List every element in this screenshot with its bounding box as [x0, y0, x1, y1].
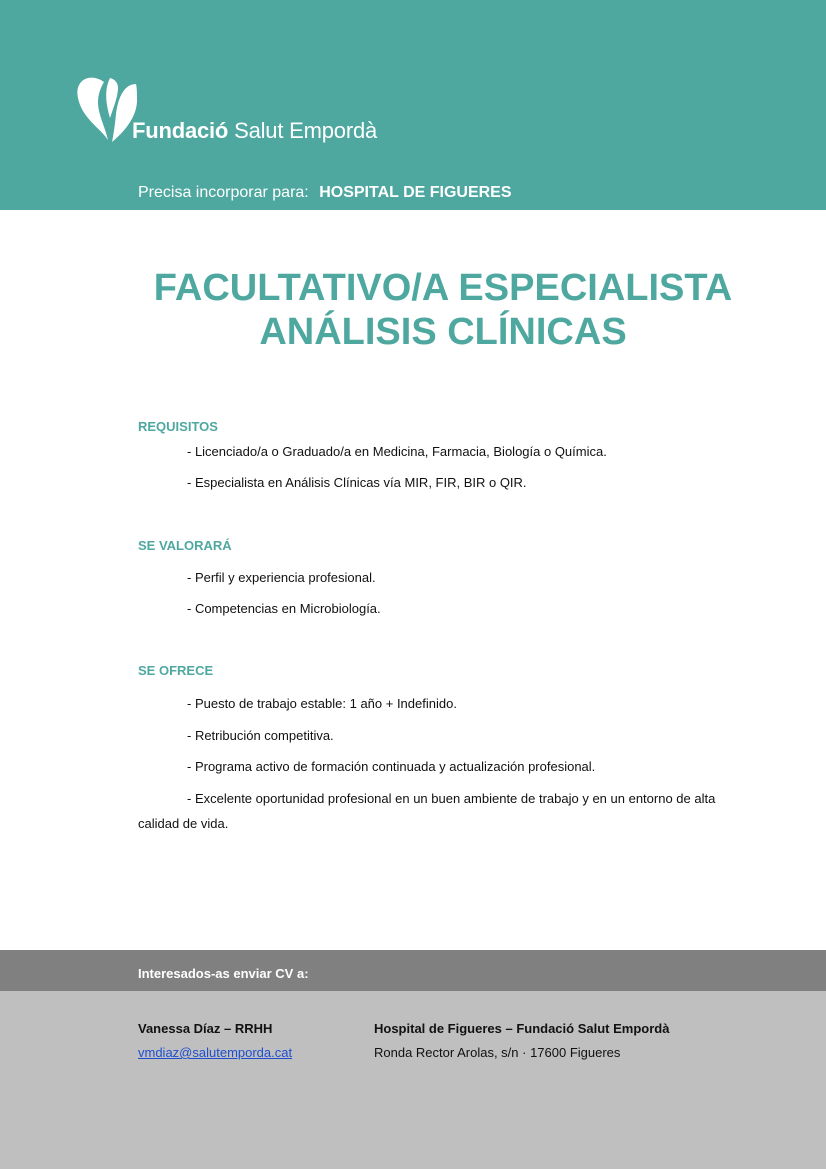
logo-text-rest: Salut Empordà [234, 118, 378, 143]
section-heading-requisitos: REQUISITOS [138, 419, 218, 434]
contact-bar-label: Interesados-as enviar CV a: [138, 966, 309, 981]
logo [74, 74, 394, 154]
title-line-2: ANÁLISIS CLÍNICAS [259, 311, 627, 353]
title-line-1: FACULTATIVO/A ESPECIALISTA [153, 267, 733, 309]
org-name: Hospital de Figueres – Fundació Salut Empordà [374, 1021, 670, 1036]
list-item: - Puesto de trabajo estable: 1 año + Indefinido. [187, 696, 457, 711]
footer [0, 991, 826, 1169]
precisa-line [138, 184, 512, 202]
logo-text-bold: Fundació [132, 118, 229, 143]
leaf-logo-icon [74, 74, 138, 146]
precisa-label: Precisa incorporar para: [138, 184, 309, 201]
contact-email-link[interactable]: vmdiaz@salutemporda.cat [138, 1045, 293, 1060]
list-item: - Perfil y experiencia profesional. [187, 570, 376, 585]
list-item: - Licenciado/a o Graduado/a en Medicina, Farmacia, Biología o Química. [187, 444, 607, 459]
logo-text [132, 118, 377, 144]
page-title [60, 266, 826, 354]
list-item: - Programa activo de formación continuada y actualización profesional. [187, 759, 596, 774]
list-item: - Especialista en Análisis Clínicas vía MIR, FIR, BIR o QIR. [187, 475, 527, 490]
list-item: - Excelente oportunidad profesional en un buen ambiente de trabajo y en un entorno de alta calidad de vida. [138, 791, 716, 831]
section-heading-valorara: SE VALORARÁ [138, 538, 232, 553]
contact-person-name: Vanessa Díaz – RRHH [138, 1021, 273, 1036]
list-item: - Retribución competitiva. [187, 728, 334, 743]
list-item: - Competencias en Microbiología. [187, 601, 381, 616]
contact-bar [0, 950, 826, 991]
header-banner [0, 0, 826, 210]
hospital-name: HOSPITAL DE FIGUERES [319, 184, 512, 201]
section-heading-ofrece: SE OFRECE [138, 663, 214, 678]
org-address: Ronda Rector Arolas, s/n · 17600 Figueres [374, 1045, 621, 1060]
